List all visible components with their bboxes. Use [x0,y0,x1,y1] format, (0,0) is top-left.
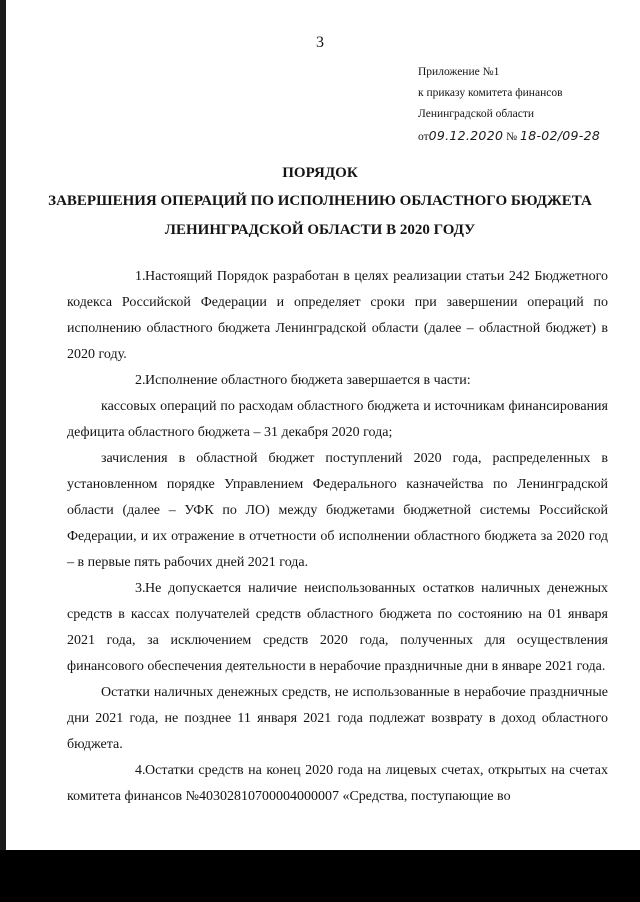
paragraph-text: Настоящий Порядок разработан в целях реализации статьи 242 Бюджетного кодекса Российской Федерации и определяет сроки при завершении операций по исполнению областного бюджета Ленинградской области (далее – областной бюджет) в 2020 году. [67,269,608,362]
number-prefix: № [506,131,518,143]
handwritten-date: 09.12.2020 [428,128,504,143]
paragraph-3 [67,576,608,680]
document-subtitle-line1: ЗАВЕРШЕНИЯ ОПЕРАЦИЙ ПО ИСПОЛНЕНИЮ ОБЛАСТНОГО БЮДЖЕТА [48,193,592,209]
appendix-order-ref: к приказу комитета финансов [418,87,563,99]
paragraph-text: Не допускается наличие неиспользованных остатков наличных денежных средств в кассах получателей средств областного бюджета по состоянию на 01 января 2021 года, за исключением средств 2020 года, полученных для осуществления финансового обеспечения деятельности в нерабочие праздничные дни в январе 2021 года. [67,581,608,674]
document-body [67,264,608,810]
handwritten-number: 18-02/09-28 [519,128,601,143]
paragraph-3-continuation: Остатки наличных денежных средств, не использованные в нерабочие праздничные дни 2021 года, не позднее 11 января 2021 года подлежат возврату в доход областного бюджета. [67,685,608,752]
appendix-title: Приложение №1 [418,66,500,78]
paragraph-number: 3. [135,581,146,596]
paragraph-1 [67,264,608,368]
scan-left-edge [0,0,6,850]
document-subtitle-line2: ЛЕНИНГРАДСКОЙ ОБЛАСТИ В 2020 ГОДУ [164,222,476,238]
paragraph-number: 4. [135,763,146,778]
paragraph-2-item-b: зачисления в областной бюджет поступлений 2020 года, распределенных в установленном порядке Управлением Федерального казначейства по Ленинградской области (далее – УФК по ЛО) между бюджетами бюджетной системы Российской Федерации, и их отражение в отчетности об исполнении областного бюджета за 2020 год – в первые пять рабочих дней 2021 года. [67,451,608,570]
paragraph-text: Исполнение областного бюджета завершается в части: [145,373,471,388]
paragraph-number: 1. [135,269,146,284]
page-number: 3 [316,34,324,51]
paragraph-2-item-a: кассовых операций по расходам областного бюджета и источникам финансирования дефицита областного бюджета – 31 декабря 2020 года; [67,399,608,440]
date-prefix: от [418,131,429,143]
appendix-date-number [418,125,633,148]
appendix-region: Ленинградской области [418,108,535,120]
scan-bottom-band [0,850,640,902]
appendix-block [418,62,633,148]
paragraph-text: Остатки средств на конец 2020 года на лицевых счетах, открытых на счетах комитета финансов №40302810700004000007 «Средства, поступающие во [67,763,608,804]
paragraph-4 [67,758,608,810]
paragraph-2 [67,368,608,394]
paragraph-number: 2. [135,373,146,388]
document-title: ПОРЯДОК [282,165,358,181]
